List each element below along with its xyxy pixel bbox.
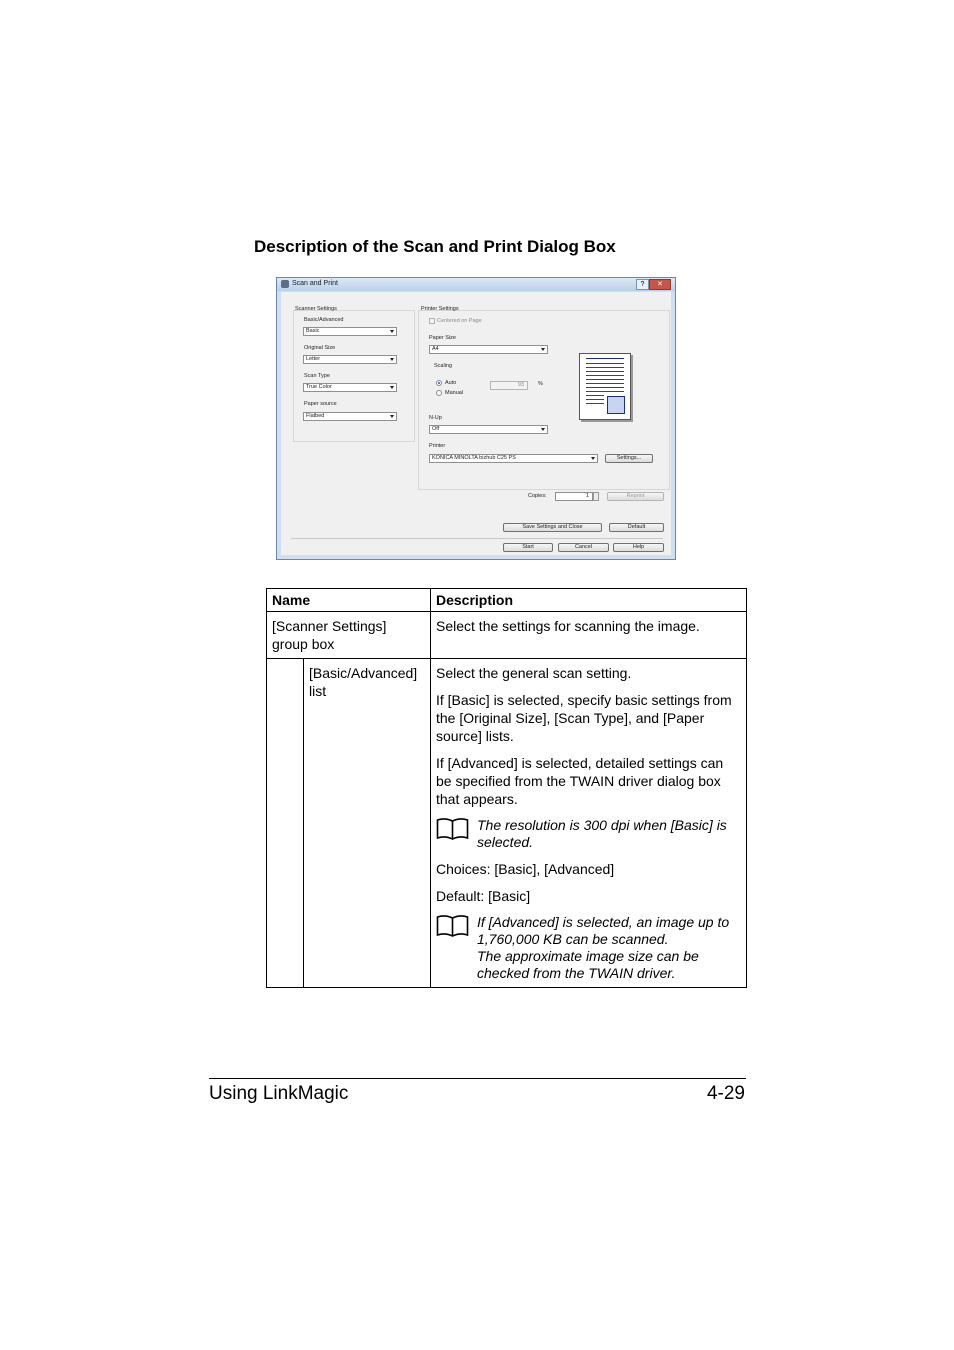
book-icon (436, 817, 477, 851)
chevron-down-icon (390, 358, 394, 361)
paper-source-value: Flatbed (306, 413, 325, 419)
help-icon[interactable]: ? (636, 279, 649, 290)
header-name: Name (267, 589, 431, 612)
preview-line (586, 375, 624, 376)
cancel-button[interactable]: Cancel (558, 543, 609, 552)
auto-radio[interactable] (436, 380, 442, 386)
preview-line (586, 395, 604, 396)
scanner-settings-label: Scanner Settings (295, 306, 337, 312)
scan-type-select[interactable] (303, 383, 397, 392)
page-number: 4-29 (706, 1083, 745, 1104)
save-settings-close-button[interactable]: Save Settings and Close (503, 523, 602, 532)
preview-line (586, 387, 624, 388)
description-table (266, 588, 747, 988)
paper-source-select[interactable] (303, 412, 397, 421)
table-header-row (267, 589, 747, 612)
preview-line (586, 379, 624, 380)
preview-line (586, 367, 624, 368)
dialog-titlebar (277, 278, 675, 291)
printer-settings-label: Printer Settings (421, 306, 459, 312)
reprint-button[interactable]: Reprint (607, 492, 664, 501)
paragraph: Choices: [Basic], [Advanced] (436, 861, 615, 877)
chevron-down-icon (390, 415, 394, 418)
paragraph: If [Basic] is selected, specify basic settings from the [Original Size], [Scan Type], and [Paper source] lists. (436, 692, 732, 744)
note-text (477, 914, 741, 982)
preview-line (586, 358, 624, 359)
table-row (267, 659, 747, 988)
copies-label: Copies: (528, 493, 547, 499)
default-button[interactable]: Default (609, 523, 664, 532)
centered-label: Centered on Page (437, 318, 482, 324)
help-button[interactable]: Help (613, 543, 664, 552)
preview-line (586, 383, 624, 384)
preview-line (586, 399, 604, 400)
scan-type-label: Scan Type (304, 373, 330, 379)
row-name: [Scanner Settings] group box (267, 612, 431, 659)
printer-settings-button[interactable]: Settings... (605, 454, 653, 463)
paper-size-value: A4 (432, 346, 439, 352)
copies-input[interactable]: 1 (555, 492, 593, 501)
basic-advanced-value: Basic (306, 328, 320, 334)
preview-line (586, 403, 604, 404)
scaling-label: Scaling (434, 363, 453, 369)
row-description: Select the settings for scanning the image. (431, 612, 747, 659)
original-size-select[interactable] (303, 355, 397, 364)
paper-size-select[interactable] (429, 345, 548, 354)
footer-rule (209, 1078, 746, 1079)
printer-value: KONICA MINOLTA bizhub C25 PS (432, 455, 516, 461)
chevron-down-icon (390, 386, 394, 389)
nup-value: Off (432, 426, 440, 432)
note-text: The resolution is 300 dpi when [Basic] is selected. (477, 817, 727, 850)
preview-line (586, 371, 624, 372)
scaling-input[interactable]: 93 (490, 381, 528, 390)
printer-label: Printer (429, 443, 446, 449)
auto-label: Auto (445, 380, 457, 386)
preview-line (586, 363, 624, 364)
original-size-label: Original Size (304, 345, 336, 351)
centered-checkbox[interactable] (429, 318, 435, 324)
table-row (267, 612, 747, 659)
close-icon[interactable]: ✕ (649, 279, 671, 290)
dialog-title: Scan and Print (292, 280, 338, 287)
nup-select[interactable] (429, 425, 548, 434)
original-size-value: Letter (306, 356, 321, 362)
manual-label: Manual (445, 390, 464, 396)
paper-size-label: Paper Size (429, 335, 456, 341)
note (436, 817, 741, 851)
chevron-down-icon (390, 330, 394, 333)
basic-advanced-select[interactable] (303, 327, 397, 336)
manual-radio[interactable] (436, 390, 442, 396)
percent-label: % (538, 381, 543, 387)
paper-source-label: Paper source (304, 401, 337, 407)
chevron-down-icon (541, 428, 545, 431)
divider (291, 538, 663, 539)
dialog-client-area (281, 292, 671, 555)
app-icon (281, 280, 289, 288)
chevron-down-icon (541, 348, 545, 351)
section-title: Description of the Scan and Print Dialog Box (254, 237, 616, 256)
header-description: Description (431, 589, 747, 612)
scan-type-value: True Color (306, 384, 332, 390)
indent-cell (267, 659, 304, 988)
footer-title: Using LinkMagic (209, 1083, 349, 1104)
note-line: The approximate image size can be checked from the TWAIN driver. (477, 948, 699, 981)
paragraph: Select the general scan setting. (436, 665, 632, 681)
printer-select[interactable] (429, 454, 598, 463)
row-description (431, 659, 747, 988)
start-button[interactable]: Start (503, 543, 553, 552)
basic-advanced-label: Basic/Advanced (304, 317, 344, 323)
page-preview (579, 353, 631, 420)
book-icon (436, 914, 477, 982)
preview-image-icon (607, 396, 625, 414)
copies-spinner[interactable] (593, 492, 599, 501)
note-line: If [Advanced] is selected, an image up to 1,760,000 KB can be scanned. (477, 914, 730, 947)
chevron-down-icon (591, 457, 595, 460)
row-name: [Basic/Advanced] list (304, 659, 431, 988)
paragraph: If [Advanced] is selected, detailed settings can be specified from the TWAIN driver dialog box that appears. (436, 755, 724, 807)
note (436, 914, 741, 982)
paragraph: Default: [Basic] (436, 888, 531, 904)
preview-line (586, 391, 624, 392)
scan-and-print-dialog (276, 277, 676, 560)
nup-label: N-Up (429, 415, 442, 421)
